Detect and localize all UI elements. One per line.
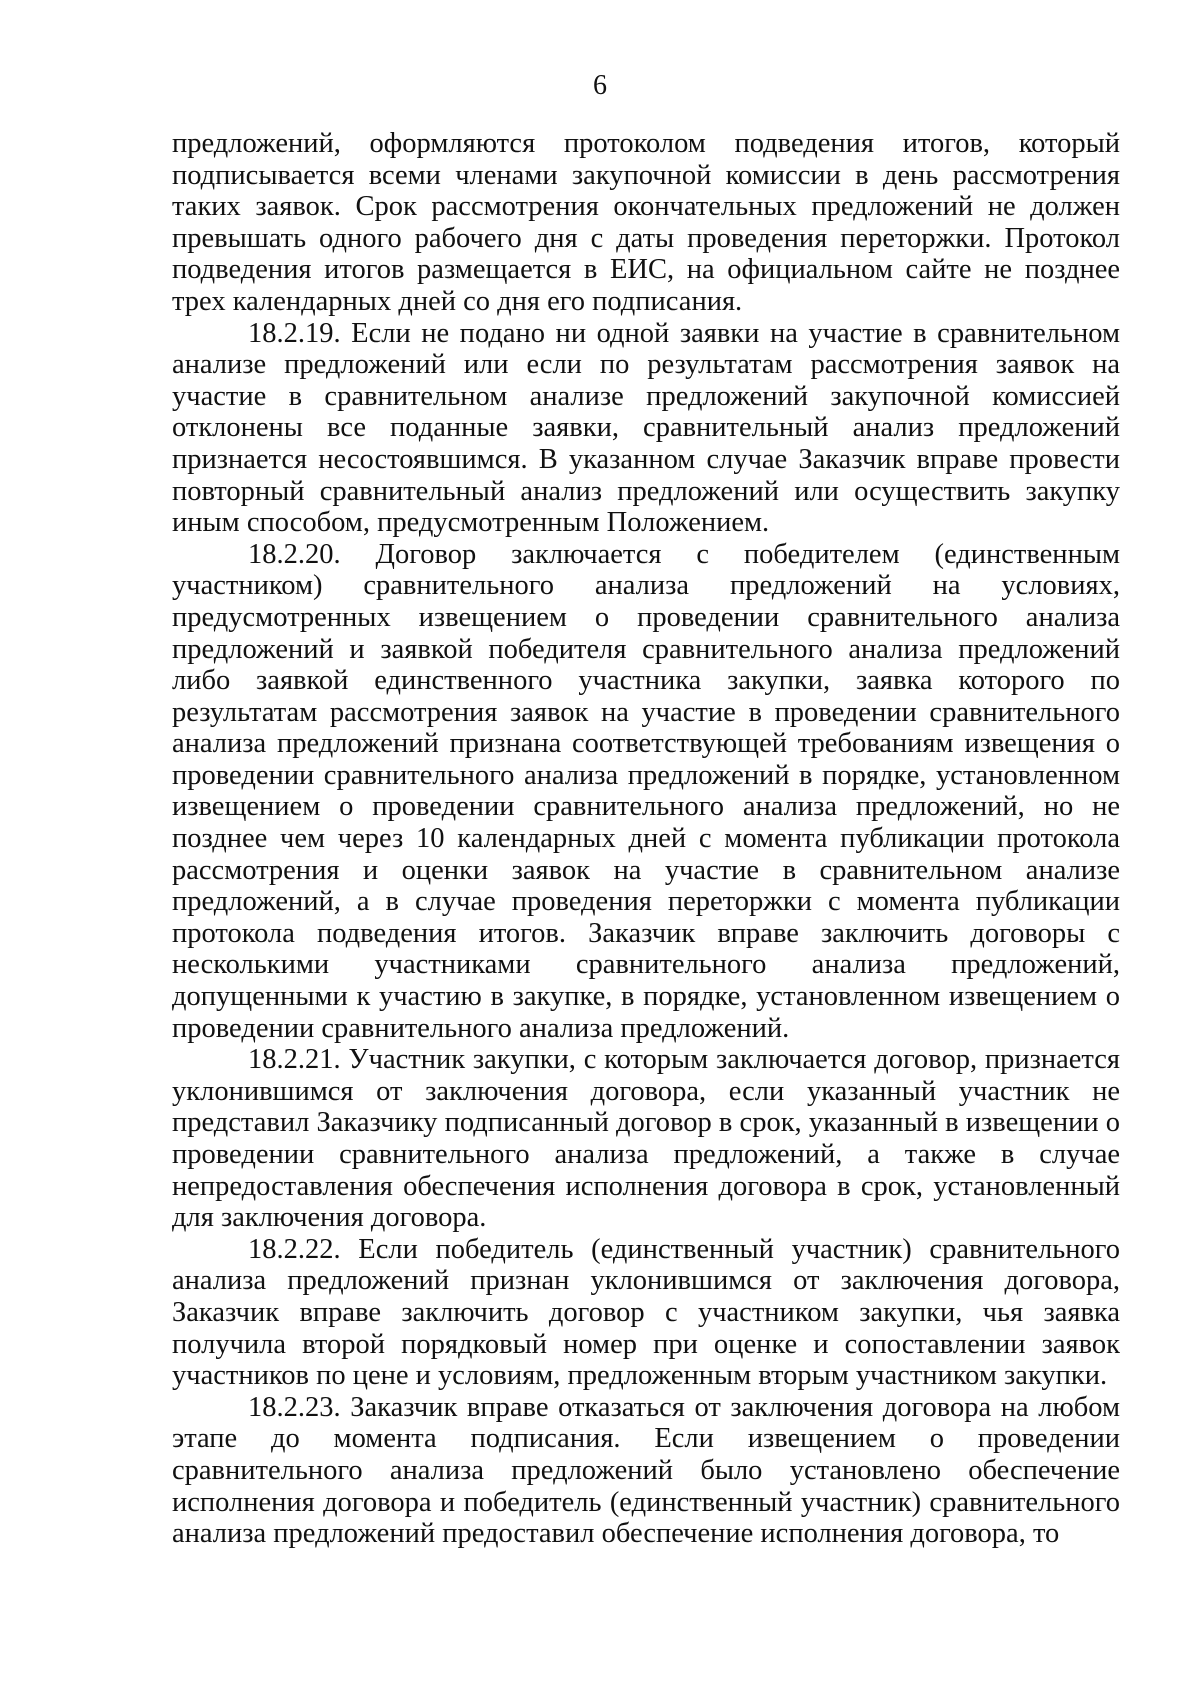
page-number: 6 bbox=[593, 70, 607, 101]
paragraph-18-2-20: 18.2.20. Договор заключается с победителем (единственным участником) сравнительного анализа предложений на условиях, предусмотренных извещением о проведении сравнительного анализа предложений и заявкой победителя сравнительного анализа предложений либо заявкой единственного участника закупки, заявка которого по результатам рассмотрения заявок на участие в проведении сравнительного анализа предложений признана соответствующей требованиям извещения о проведении сравнительного анализа предложений в порядке, установленном извещением о проведении сравнительного анализа предложений, но не позднее чем через 10 календарных дней с момента публикации протокола рассмотрения и оценки заявок на участие в сравнительном анализе предложений, а в случае проведения переторжки с момента публикации протокола подведения итогов. Заказчик вправе заключить договоры с несколькими участниками сравнительного анализа предложений, допущенными к участию в закупке, в порядке, установленном извещением о проведении сравнительного анализа предложений. bbox=[172, 538, 1120, 1044]
paragraph-continuation: предложений, оформляются протоколом подведения итогов, который подписывается всеми членами закупочной комиссии в день рассмотрения таких заявок. Срок рассмотрения окончательных предложений не должен превышать одного рабочего дня с даты проведения переторжки. Протокол подведения итогов размещается в ЕИС, на официальном сайте не позднее трех календарных дней со дня его подписания. bbox=[172, 128, 1120, 317]
paragraph-18-2-22: 18.2.22. Если победитель (единственный участник) сравнительного анализа предложений признан уклонившимся от заключения договора, Заказчик вправе заключить договор с участником закупки, чья заявка получила второй порядковый номер при оценке и сопоставлении заявок участников по цене и условиям, предложенным вторым участником закупки. bbox=[172, 1233, 1120, 1392]
document-body bbox=[172, 128, 1120, 1550]
paragraph-18-2-19: 18.2.19. Если не подано ни одной заявки на участие в сравнительном анализе предложений или если по результатам рассмотрения заявок на участие в сравнительном анализе предложений закупочной комиссией отклонены все поданные заявки, сравнительный анализ предложений признается несостоявшимся. В указанном случае Заказчик вправе провести повторный сравнительный анализ предложений или осуществить закупку иным способом, предусмотренным Положением. bbox=[172, 317, 1120, 539]
paragraph-18-2-21: 18.2.21. Участник закупки, с которым заключается договор, признается уклонившимся от заключения договора, если указанный участник не представил Заказчику подписанный договор в срок, указанный в извещении о проведении сравнительного анализа предложений, а также в случае непредоставления обеспечения исполнения договора в срок, установленный для заключения договора. bbox=[172, 1044, 1120, 1234]
paragraph-18-2-23: 18.2.23. Заказчик вправе отказаться от заключения договора на любом этапе до момента подписания. Если извещением о проведении сравнительного анализа предложений было установлено обеспечение исполнения договора и победитель (единственный участник) сравнительного анализа предложений предоставил обеспечение исполнения договора, то bbox=[172, 1391, 1120, 1550]
